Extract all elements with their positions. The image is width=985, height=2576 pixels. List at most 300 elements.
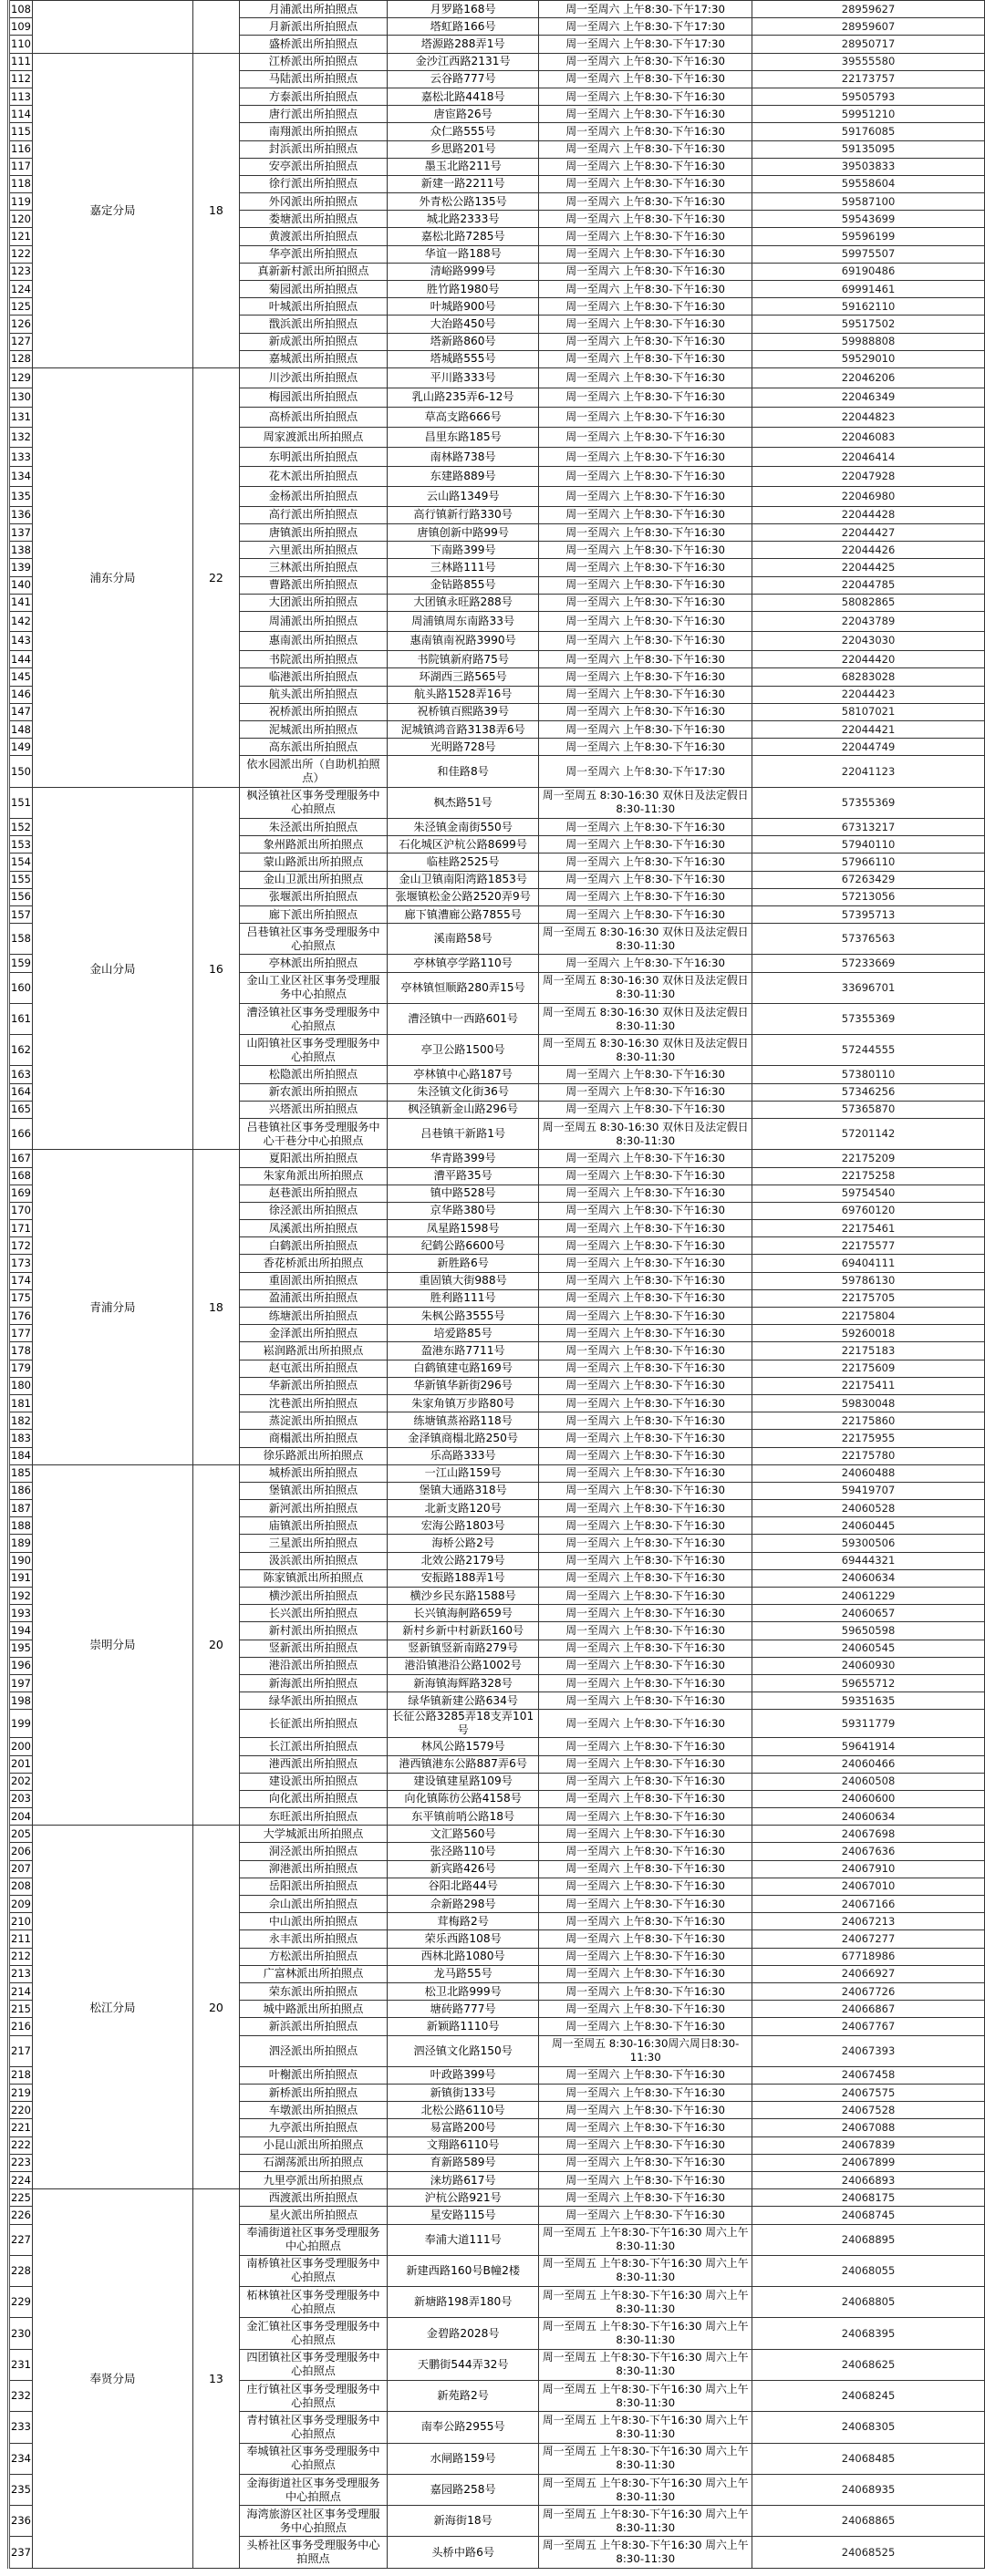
row-number: 119 bbox=[9, 193, 33, 211]
hours-cell: 周一至周六 上午8:30-下午16:30 bbox=[539, 53, 752, 70]
row-number: 209 bbox=[9, 1896, 33, 1913]
photo-point-name: 盈浦派出所拍照点 bbox=[239, 1289, 387, 1307]
photo-point-name: 高东派出所拍照点 bbox=[239, 739, 387, 756]
hours-cell: 周一至周六 上午8:30-下午16:30 bbox=[539, 1255, 752, 1272]
address-cell: 乡思路201号 bbox=[388, 140, 539, 158]
hours-cell: 周一至周六 上午8:30-下午16:30 bbox=[539, 818, 752, 835]
row-number: 165 bbox=[9, 1101, 33, 1118]
hours-cell: 周一至周六 上午8:30-下午16:30 bbox=[539, 316, 752, 333]
hours-cell: 周一至周六 上午8:30-下午16:30 bbox=[539, 1150, 752, 1167]
row-number: 233 bbox=[9, 2412, 33, 2443]
row-number: 125 bbox=[9, 298, 33, 316]
address-cell: 朱泾镇文化街36号 bbox=[388, 1083, 539, 1101]
address-cell: 华新镇华新街296号 bbox=[388, 1377, 539, 1394]
hours-cell: 周一至周六 上午8:30-下午16:30 bbox=[539, 523, 752, 541]
phone-cell: 59988808 bbox=[752, 333, 985, 350]
row-number: 132 bbox=[9, 428, 33, 448]
row-number: 194 bbox=[9, 1622, 33, 1640]
row-number: 181 bbox=[9, 1394, 33, 1412]
hours-cell: 周一至周六 上午8:30-下午17:30 bbox=[539, 36, 752, 53]
address-cell: 廊下镇漕廊公路7855号 bbox=[388, 905, 539, 923]
phone-cell: 28959627 bbox=[752, 1, 985, 18]
phone-cell: 24068935 bbox=[752, 2474, 985, 2505]
hours-cell: 周一至周六 上午8:30-下午16:30 bbox=[539, 739, 752, 756]
hours-cell: 周一至周六 上午8:30-下午16:30 bbox=[539, 576, 752, 594]
district-cell bbox=[32, 1, 192, 54]
row-number: 222 bbox=[9, 2136, 33, 2154]
row-number: 185 bbox=[9, 1464, 33, 1482]
phone-cell: 22175577 bbox=[752, 1237, 985, 1255]
phone-cell: 24060545 bbox=[752, 1640, 985, 1657]
hours-cell: 周一至周六 上午8:30-下午16:30 bbox=[539, 1860, 752, 1878]
photo-point-name: 封浜派出所拍照点 bbox=[239, 140, 387, 158]
phone-cell: 24067726 bbox=[752, 1982, 985, 2000]
address-cell: 建设镇建星路109号 bbox=[388, 1773, 539, 1790]
address-cell: 文汇路560号 bbox=[388, 1826, 539, 1843]
row-number: 145 bbox=[9, 668, 33, 686]
address-cell: 枫杰路51号 bbox=[388, 787, 539, 818]
row-number: 224 bbox=[9, 2171, 33, 2188]
photo-point-name: 泖港派出所拍照点 bbox=[239, 1860, 387, 1878]
hours-cell: 周一至周六 上午8:30-下午16:30 bbox=[539, 1790, 752, 1807]
address-cell: 高行镇新行路330号 bbox=[388, 506, 539, 523]
phone-cell: 22175411 bbox=[752, 1377, 985, 1394]
hours-cell: 周一至周六 上午8:30-下午16:30 bbox=[539, 1464, 752, 1482]
row-number: 153 bbox=[9, 836, 33, 853]
row-number: 150 bbox=[9, 756, 33, 787]
address-cell: 唐镇创新中路99号 bbox=[388, 523, 539, 541]
address-cell: 头桥中路6号 bbox=[388, 2537, 539, 2568]
photo-point-name: 安亭派出所拍照点 bbox=[239, 158, 387, 175]
phone-cell: 28959607 bbox=[752, 18, 985, 36]
photo-point-name: 嘉城派出所拍照点 bbox=[239, 350, 387, 367]
hours-cell: 周一至周六 上午8:30-下午16:30 bbox=[539, 651, 752, 668]
hours-cell: 周一至周六 上午8:30-下午16:30 bbox=[539, 281, 752, 298]
hours-cell: 周一至周六 上午8:30-下午16:30 bbox=[539, 1202, 752, 1219]
photo-point-name: 蒙山路派出所拍照点 bbox=[239, 853, 387, 871]
photo-point-name: 蒸淀派出所拍照点 bbox=[239, 1412, 387, 1430]
photo-points-table bbox=[7, 0, 985, 2569]
phone-cell: 59587100 bbox=[752, 193, 985, 211]
phone-cell: 22175955 bbox=[752, 1430, 985, 1447]
phone-cell: 22175705 bbox=[752, 1289, 985, 1307]
photo-point-name: 白鹤派出所拍照点 bbox=[239, 1237, 387, 1255]
address-cell: 沪杭公路921号 bbox=[388, 2189, 539, 2207]
address-cell: 朱家角镇万步路80号 bbox=[388, 1394, 539, 1412]
address-cell: 港西镇港东公路887弄6号 bbox=[388, 1755, 539, 1773]
row-number: 189 bbox=[9, 1535, 33, 1552]
hours-cell: 周一至周六 上午8:30-下午16:30 bbox=[539, 298, 752, 316]
row-number: 218 bbox=[9, 2066, 33, 2084]
phone-cell: 59975507 bbox=[752, 245, 985, 263]
row-number: 182 bbox=[9, 1412, 33, 1430]
address-cell: 祝桥镇百熙路39号 bbox=[388, 703, 539, 720]
phone-cell: 24068625 bbox=[752, 2349, 985, 2380]
photo-point-name: 金汇镇社区事务受理服务中心拍照点 bbox=[239, 2318, 387, 2349]
address-cell: 光明路728号 bbox=[388, 739, 539, 756]
phone-cell: 22175860 bbox=[752, 1412, 985, 1430]
photo-point-name: 月浦派出所拍照点 bbox=[239, 1, 387, 18]
address-cell: 墨玉北路211号 bbox=[388, 158, 539, 175]
district-cell: 青浦分局 bbox=[32, 1150, 192, 1464]
phone-cell: 59754540 bbox=[752, 1185, 985, 1202]
hours-cell: 周一至周五 8:30-16:30 双休日及法定假日8:30-11:30 bbox=[539, 787, 752, 818]
address-cell: 南奉公路2955号 bbox=[388, 2412, 539, 2443]
address-cell: 华谊一路188号 bbox=[388, 245, 539, 263]
address-cell: 海桥公路2号 bbox=[388, 1535, 539, 1552]
phone-cell: 24068525 bbox=[752, 2537, 985, 2568]
address-cell: 东平镇前哨公路18号 bbox=[388, 1808, 539, 1826]
address-cell: 金沙江西路2131号 bbox=[388, 53, 539, 70]
row-number: 116 bbox=[9, 140, 33, 158]
photo-point-name: 周家渡派出所拍照点 bbox=[239, 428, 387, 448]
hours-cell: 周一至周六 上午8:30-下午17:30 bbox=[539, 18, 752, 36]
address-cell: 新建一路2211号 bbox=[388, 175, 539, 192]
phone-cell: 24067910 bbox=[752, 1860, 985, 1878]
photo-point-name: 港沿派出所拍照点 bbox=[239, 1657, 387, 1674]
phone-cell: 22044823 bbox=[752, 408, 985, 428]
hours-cell: 周一至周六 上午8:30-下午16:30 bbox=[539, 1808, 752, 1826]
row-number: 156 bbox=[9, 888, 33, 905]
address-cell: 泗泾镇文化路150号 bbox=[388, 2035, 539, 2066]
hours-cell: 周一至周六 上午8:30-下午16:30 bbox=[539, 1185, 752, 1202]
row-number: 208 bbox=[9, 1878, 33, 1895]
photo-point-name: 星火派出所拍照点 bbox=[239, 2207, 387, 2224]
photo-point-name: 川沙派出所拍照点 bbox=[239, 367, 387, 388]
address-cell: 周浦镇周东南路33号 bbox=[388, 611, 539, 631]
row-number: 214 bbox=[9, 1982, 33, 2000]
photo-point-name: 四团镇社区事务受理服务中心拍照点 bbox=[239, 2349, 387, 2380]
row-number: 237 bbox=[9, 2537, 33, 2568]
photo-point-name: 枫泾镇社区事务受理服务中心拍照点 bbox=[239, 787, 387, 818]
hours-cell: 周一至周六 上午8:30-下午16:30 bbox=[539, 1605, 752, 1622]
photo-point-name: 漕泾镇社区事务受理服务中心拍照点 bbox=[239, 1003, 387, 1034]
phone-cell: 22046083 bbox=[752, 428, 985, 448]
photo-point-name: 外冈派出所拍照点 bbox=[239, 193, 387, 211]
photo-point-name: 梅园派出所拍照点 bbox=[239, 388, 387, 408]
phone-cell: 22046414 bbox=[752, 447, 985, 467]
hours-cell: 周一至周六 上午8:30-下午16:30 bbox=[539, 2119, 752, 2136]
photo-point-name: 兴塔派出所拍照点 bbox=[239, 1101, 387, 1118]
photo-point-name: 叶城派出所拍照点 bbox=[239, 298, 387, 316]
photo-point-name: 廊下派出所拍照点 bbox=[239, 905, 387, 923]
hours-cell: 周一至周五 上午8:30-下午16:30 周六上午8:30-11:30 bbox=[539, 2537, 752, 2568]
address-cell: 纪鹤公路6600号 bbox=[388, 1237, 539, 1255]
photo-point-name: 车墩派出所拍照点 bbox=[239, 2102, 387, 2119]
photo-point-name: 赵屯派出所拍照点 bbox=[239, 1360, 387, 1377]
hours-cell: 周一至周六 上午8:30-下午16:30 bbox=[539, 428, 752, 448]
address-cell: 绿华镇新建公路634号 bbox=[388, 1692, 539, 1710]
count-cell: 13 bbox=[193, 2189, 240, 2569]
hours-cell: 周一至周六 上午8:30-下午16:30 bbox=[539, 1826, 752, 1843]
hours-cell: 周一至周六 上午8:30-下午16:30 bbox=[539, 1878, 752, 1895]
row-number: 234 bbox=[9, 2443, 33, 2474]
phone-cell: 24060634 bbox=[752, 1569, 985, 1587]
phone-cell: 24068865 bbox=[752, 2506, 985, 2537]
hours-cell: 周一至周六 上午8:30-下午16:30 bbox=[539, 2171, 752, 2188]
hours-cell: 周一至周六 上午8:30-下午16:30 bbox=[539, 871, 752, 888]
row-number: 232 bbox=[9, 2380, 33, 2411]
phone-cell: 24060657 bbox=[752, 1605, 985, 1622]
phone-cell: 58107021 bbox=[752, 703, 985, 720]
photo-point-name: 庄行镇社区事务受理服务中心拍照点 bbox=[239, 2380, 387, 2411]
phone-cell: 57380110 bbox=[752, 1066, 985, 1083]
photo-point-name: 竖新派出所拍照点 bbox=[239, 1640, 387, 1657]
phone-cell: 39555580 bbox=[752, 53, 985, 70]
phone-cell: 57346256 bbox=[752, 1083, 985, 1101]
photo-point-name: 永丰派出所拍照点 bbox=[239, 1930, 387, 1948]
row-number: 205 bbox=[9, 1826, 33, 1843]
hours-cell: 周一至周六 上午8:30-下午16:30 bbox=[539, 1237, 752, 1255]
address-cell: 塘砖路777号 bbox=[388, 2001, 539, 2018]
hours-cell: 周一至周六 上午8:30-下午16:30 bbox=[539, 1101, 752, 1118]
hours-cell: 周一至周六 上午8:30-下午16:30 bbox=[539, 1640, 752, 1657]
address-cell: 新塘路198弄180号 bbox=[388, 2287, 539, 2318]
address-cell: 金碧路2028号 bbox=[388, 2318, 539, 2349]
phone-cell: 24067636 bbox=[752, 1843, 985, 1860]
row-number: 221 bbox=[9, 2119, 33, 2136]
photo-point-name: 黄渡派出所拍照点 bbox=[239, 228, 387, 245]
phone-cell: 22044423 bbox=[752, 686, 985, 703]
photo-point-name: 山阳镇社区事务受理服务中心拍照点 bbox=[239, 1035, 387, 1066]
phone-cell: 22047928 bbox=[752, 467, 985, 487]
phone-cell: 24068395 bbox=[752, 2318, 985, 2349]
photo-point-name: 向化派出所拍照点 bbox=[239, 1790, 387, 1807]
hours-cell: 周一至周六 上午8:30-下午16:30 bbox=[539, 1982, 752, 2000]
address-cell: 吕巷镇干新路1号 bbox=[388, 1119, 539, 1150]
row-number: 159 bbox=[9, 955, 33, 972]
row-number: 142 bbox=[9, 611, 33, 631]
row-number: 215 bbox=[9, 2001, 33, 2018]
phone-cell: 57940110 bbox=[752, 836, 985, 853]
count-cell: 18 bbox=[193, 53, 240, 367]
phone-cell: 59419707 bbox=[752, 1482, 985, 1499]
phone-cell: 22044749 bbox=[752, 739, 985, 756]
hours-cell: 周一至周六 上午8:30-下午16:30 bbox=[539, 2154, 752, 2171]
photo-point-name: 新成派出所拍照点 bbox=[239, 333, 387, 350]
row-number: 173 bbox=[9, 1255, 33, 1272]
phone-cell: 39503833 bbox=[752, 158, 985, 175]
phone-cell: 24060528 bbox=[752, 1500, 985, 1517]
phone-cell: 57201142 bbox=[752, 1119, 985, 1150]
hours-cell: 周一至周六 上午8:30-下午16:30 bbox=[539, 123, 752, 140]
photo-point-name: 依水园派出所（自助机拍照点） bbox=[239, 756, 387, 787]
address-cell: 胜利路111号 bbox=[388, 1289, 539, 1307]
hours-cell: 周一至周六 上午8:30-下午16:30 bbox=[539, 88, 752, 105]
photo-point-name: 菊园派出所拍照点 bbox=[239, 281, 387, 298]
hours-cell: 周一至周六 上午8:30-下午16:30 bbox=[539, 1535, 752, 1552]
photo-point-name: 泗泾派出所拍照点 bbox=[239, 2035, 387, 2066]
photo-point-name: 奉城镇社区事务受理服务中心拍照点 bbox=[239, 2443, 387, 2474]
photo-point-name: 三星派出所拍照点 bbox=[239, 1535, 387, 1552]
phone-cell: 24068245 bbox=[752, 2380, 985, 2411]
phone-cell: 59596199 bbox=[752, 228, 985, 245]
row-number: 161 bbox=[9, 1003, 33, 1034]
phone-cell: 59311779 bbox=[752, 1710, 985, 1738]
hours-cell: 周一至周六 上午8:30-下午16:30 bbox=[539, 2189, 752, 2207]
photo-point-name: 临港派出所拍照点 bbox=[239, 668, 387, 686]
phone-cell: 24067698 bbox=[752, 1826, 985, 1843]
hours-cell: 周一至周六 上午8:30-下午16:30 bbox=[539, 1220, 752, 1237]
photo-point-name: 庙镇派出所拍照点 bbox=[239, 1517, 387, 1535]
phone-cell: 24067166 bbox=[752, 1896, 985, 1913]
row-number: 131 bbox=[9, 408, 33, 428]
address-cell: 亭卫公路1500号 bbox=[388, 1035, 539, 1066]
row-number: 236 bbox=[9, 2506, 33, 2537]
phone-cell: 57365870 bbox=[752, 1101, 985, 1118]
hours-cell: 周一至周六 上午8:30-下午16:30 bbox=[539, 140, 752, 158]
photo-point-name: 东明派出所拍照点 bbox=[239, 447, 387, 467]
phone-cell: 22046206 bbox=[752, 367, 985, 388]
row-number: 216 bbox=[9, 2018, 33, 2035]
address-cell: 张泾路110号 bbox=[388, 1843, 539, 1860]
address-cell: 港沿镇港沿公路1002号 bbox=[388, 1657, 539, 1674]
address-cell: 北新支路120号 bbox=[388, 1500, 539, 1517]
photo-point-name: 城中路派出所拍照点 bbox=[239, 2001, 387, 2018]
phone-cell: 24068895 bbox=[752, 2224, 985, 2255]
photo-point-name: 横沙派出所拍照点 bbox=[239, 1588, 387, 1605]
row-number: 151 bbox=[9, 787, 33, 818]
photo-point-name: 曹路派出所拍照点 bbox=[239, 576, 387, 594]
row-number: 201 bbox=[9, 1755, 33, 1773]
photo-point-name: 新海派出所拍照点 bbox=[239, 1674, 387, 1691]
photo-point-name: 唐行派出所拍照点 bbox=[239, 106, 387, 123]
address-cell: 三林路111号 bbox=[388, 559, 539, 576]
photo-point-name: 九里亭派出所拍照点 bbox=[239, 2171, 387, 2188]
phone-cell: 22175209 bbox=[752, 1150, 985, 1167]
photo-point-name: 惠南派出所拍照点 bbox=[239, 631, 387, 651]
address-cell: 城北路2333号 bbox=[388, 211, 539, 228]
address-cell: 塔新路860号 bbox=[388, 333, 539, 350]
row-number: 196 bbox=[9, 1657, 33, 1674]
hours-cell: 周一至周六 上午8:30-下午16:30 bbox=[539, 594, 752, 611]
phone-cell: 24060634 bbox=[752, 1808, 985, 1826]
hours-cell: 周一至周六 上午8:30-下午16:30 bbox=[539, 853, 752, 871]
address-cell: 张堰镇松金公路2520弄9号 bbox=[388, 888, 539, 905]
photo-point-name: 吕巷镇社区事务受理服务中心拍照点 bbox=[239, 924, 387, 955]
row-number: 162 bbox=[9, 1035, 33, 1066]
address-cell: 金山卫镇南阳湾路1853号 bbox=[388, 871, 539, 888]
row-number: 126 bbox=[9, 316, 33, 333]
address-cell: 平川路333号 bbox=[388, 367, 539, 388]
photo-point-name: 头桥社区事务受理服务中心拍照点 bbox=[239, 2537, 387, 2568]
photo-point-name: 亭林派出所拍照点 bbox=[239, 955, 387, 972]
hours-cell: 周一至周六 上午8:30-下午16:30 bbox=[539, 388, 752, 408]
address-cell: 嘉园路258号 bbox=[388, 2474, 539, 2505]
address-cell: 石化城区沪杭公路8699号 bbox=[388, 836, 539, 853]
row-number: 120 bbox=[9, 211, 33, 228]
address-cell: 北效公路2179号 bbox=[388, 1552, 539, 1569]
address-cell: 月罗路168号 bbox=[388, 1, 539, 18]
phone-cell: 22044425 bbox=[752, 559, 985, 576]
photo-point-name: 航头派出所拍照点 bbox=[239, 686, 387, 703]
row-number: 202 bbox=[9, 1773, 33, 1790]
phone-cell: 67718986 bbox=[752, 1948, 985, 1965]
row-number: 157 bbox=[9, 905, 33, 923]
row-number: 187 bbox=[9, 1500, 33, 1517]
photo-point-name: 祝桥派出所拍照点 bbox=[239, 703, 387, 720]
address-cell: 重固镇大街988号 bbox=[388, 1272, 539, 1289]
phone-cell: 57966110 bbox=[752, 853, 985, 871]
table-row bbox=[9, 53, 985, 70]
address-cell: 天鹏街544弄32号 bbox=[388, 2349, 539, 2380]
photo-point-name: 月新派出所拍照点 bbox=[239, 18, 387, 36]
photo-point-name: 凤溪派出所拍照点 bbox=[239, 1220, 387, 1237]
hours-cell: 周一至周六 上午8:30-下午16:30 bbox=[539, 2207, 752, 2224]
photo-point-name: 华新派出所拍照点 bbox=[239, 1377, 387, 1394]
phone-cell: 59641914 bbox=[752, 1738, 985, 1755]
address-cell: 塔城路555号 bbox=[388, 350, 539, 367]
address-cell: 清峪路999号 bbox=[388, 263, 539, 280]
address-cell: 草高支路666号 bbox=[388, 408, 539, 428]
hours-cell: 周一至周五 上午8:30-下午16:30 周六上午8:30-11:30 bbox=[539, 2255, 752, 2286]
phone-cell: 69444321 bbox=[752, 1552, 985, 1569]
address-cell: 京华路380号 bbox=[388, 1202, 539, 1219]
photo-point-name: 三林派出所拍照点 bbox=[239, 559, 387, 576]
hours-cell: 周一至周五 8:30-16:30 双休日及法定假日8:30-11:30 bbox=[539, 1035, 752, 1066]
address-cell: 盈港东路7711号 bbox=[388, 1342, 539, 1360]
address-cell: 新建西路160号B幢2楼 bbox=[388, 2255, 539, 2286]
phone-cell: 22175258 bbox=[752, 1167, 985, 1185]
phone-cell: 24066893 bbox=[752, 2171, 985, 2188]
photo-point-name: 花木派出所拍照点 bbox=[239, 467, 387, 487]
hours-cell: 周一至周六 上午8:30-下午16:30 bbox=[539, 263, 752, 280]
phone-cell: 59786130 bbox=[752, 1272, 985, 1289]
photo-point-name: 新桥派出所拍照点 bbox=[239, 2085, 387, 2102]
photo-point-name: 朱家角派出所拍照点 bbox=[239, 1167, 387, 1185]
row-number: 117 bbox=[9, 158, 33, 175]
phone-cell: 22044420 bbox=[752, 651, 985, 668]
row-number: 179 bbox=[9, 1360, 33, 1377]
phone-cell: 24067899 bbox=[752, 2154, 985, 2171]
phone-cell: 69991461 bbox=[752, 281, 985, 298]
photo-point-name: 朱泾派出所拍照点 bbox=[239, 818, 387, 835]
phone-cell: 57355369 bbox=[752, 1003, 985, 1034]
phone-cell: 58082865 bbox=[752, 594, 985, 611]
hours-cell: 周一至周六 上午8:30-下午16:30 bbox=[539, 888, 752, 905]
phone-cell: 22044421 bbox=[752, 721, 985, 739]
address-cell: 竖新镇竖新南路279号 bbox=[388, 1640, 539, 1657]
address-cell: 亭林镇亭学路110号 bbox=[388, 955, 539, 972]
phone-cell: 24067839 bbox=[752, 2136, 985, 2154]
row-number: 114 bbox=[9, 106, 33, 123]
row-number: 204 bbox=[9, 1808, 33, 1826]
photo-point-name: 城桥派出所拍照点 bbox=[239, 1464, 387, 1482]
photo-point-name: 香花桥派出所拍照点 bbox=[239, 1255, 387, 1272]
phone-cell: 59176085 bbox=[752, 123, 985, 140]
address-cell: 泥城镇鸿音路3138弄6号 bbox=[388, 721, 539, 739]
hours-cell: 周一至周六 上午8:30-下午16:30 bbox=[539, 631, 752, 651]
row-number: 110 bbox=[9, 36, 33, 53]
photo-point-name: 新浜派出所拍照点 bbox=[239, 2018, 387, 2035]
row-number: 184 bbox=[9, 1447, 33, 1464]
hours-cell: 周一至周六 上午8:30-下午16:30 bbox=[539, 542, 752, 559]
phone-cell: 24067010 bbox=[752, 1878, 985, 1895]
row-number: 124 bbox=[9, 281, 33, 298]
hours-cell: 周一至周六 上午8:30-下午16:30 bbox=[539, 1773, 752, 1790]
row-number: 140 bbox=[9, 576, 33, 594]
address-cell: 亭林镇中心路187号 bbox=[388, 1066, 539, 1083]
phone-cell: 24060930 bbox=[752, 1657, 985, 1674]
photo-point-name: 徐行派出所拍照点 bbox=[239, 175, 387, 192]
address-cell: 西林北路1080号 bbox=[388, 1948, 539, 1965]
address-cell: 新宾路426号 bbox=[388, 1860, 539, 1878]
hours-cell: 周一至周六 上午8:30-下午16:30 bbox=[539, 447, 752, 467]
table-row bbox=[9, 1150, 985, 1167]
hours-cell: 周一至周六 上午8:30-下午16:30 bbox=[539, 1482, 752, 1499]
hours-cell: 周一至周六 上午8:30-下午16:30 bbox=[539, 1308, 752, 1325]
phone-cell: 22173757 bbox=[752, 70, 985, 88]
